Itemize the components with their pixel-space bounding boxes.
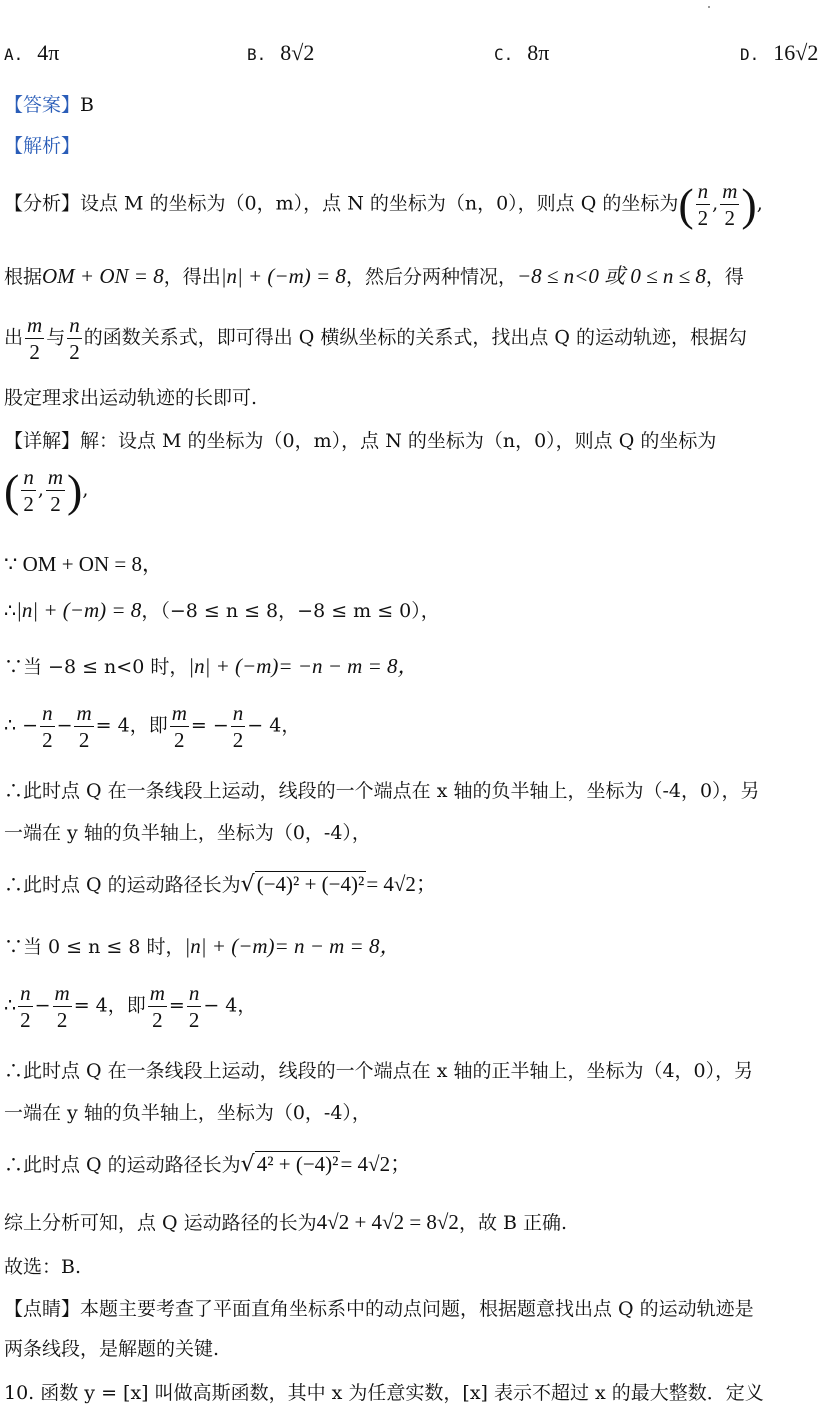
xiangjie-step-1: ∵ OM + ON = 8， [4, 552, 163, 576]
xiangjie-step-11: 一端在 y 轴的负半轴上，坐标为（0，-4）， [4, 1102, 371, 1124]
xiangjie-step-7: ∴此时点 Q 的运动路径长为√(−4)² + (−4)²= 4√2； [4, 872, 437, 897]
xiangjie-step-8: ∵当 0 ≤ n ≤ 8 时，|n| + (−m)= n − m = 8， [4, 934, 401, 958]
option-b: B. 8√2 [247, 40, 315, 65]
scan-speck [708, 6, 710, 8]
option-a: A. 4π [4, 40, 60, 65]
fenxi-line-1: 【分析】设点 M 的坐标为（0，m），点 N 的坐标为（n，0），则点 Q 的坐标为( $\frac{n}{2}$ , $\frac{m}{2}$ ), [4, 179, 763, 230]
xiangjie-line-1: 【详解】解：设点 M 的坐标为（0，m），点 N 的坐标为（n，0），则点 Q 的坐标为 [4, 430, 717, 452]
xiangjie-point-q: ( $\frac{n}{2}$ , $\frac{m}{2}$ ), [4, 465, 89, 516]
option-c: C. 8π [494, 40, 550, 65]
xiangjie-step-14: 故选：B. [4, 1256, 82, 1278]
analysis-tag: 【解析】 [4, 135, 81, 157]
option-d: D. 16√2 [740, 40, 819, 65]
dianjing-line-1: 【点睛】本题主要考查了平面直角坐标系中的动点问题，根据题意找出点 Q 的运动轨迹是 [4, 1298, 754, 1320]
fenxi-line-2: 根据OM + ON = 8，得出|n| + (−m) = 8，然后分两种情况，−8 ≤ n<0 或 0 ≤ n ≤ 8，得 [4, 264, 744, 288]
xiangjie-step-9: ∴ $\frac{n}{2}$ − $\frac{m}{2}$ = 4，即 $\frac{m}{2}$ = $\frac{n}{2}$ − 4， [4, 981, 257, 1032]
next-question: 10. 函数 y = [x] 叫做高斯函数，其中 x 为任意实数，[x] 表示不超过 x 的最大整数．定义 [4, 1382, 764, 1404]
xiangjie-step-12: ∴此时点 Q 的运动路径长为√4² + (−4)²= 4√2； [4, 1152, 412, 1177]
fenxi-line-4: 股定理求出运动轨迹的长即可. [4, 387, 258, 409]
xiangjie-step-3: ∵当 −8 ≤ n<0 时，|n| + (−m)= −n − m = 8， [4, 654, 419, 678]
xiangjie-step-5: ∴此时点 Q 在一条线段上运动，线段的一个端点在 x 轴的负半轴上，坐标为（-4，0），另 [4, 780, 760, 802]
xiangjie-step-6: 一端在 y 轴的负半轴上，坐标为（0，-4）， [4, 822, 371, 844]
fenxi-line-3: 出 $\frac{m}{2}$ 与 $\frac{n}{2}$ 的函数关系式，即可得出 Q 横纵坐标的关系式，找出点 Q 的运动轨迹，根据勾 [4, 313, 748, 364]
xiangjie-step-2: ∴|n| + (−m) = 8，（−8 ≤ n ≤ 8，−8 ≤ m ≤ 0）， [4, 598, 440, 622]
answer-line: 【答案】B [4, 94, 94, 116]
xiangjie-step-10: ∴此时点 Q 在一条线段上运动，线段的一个端点在 x 轴的正半轴上，坐标为（4，0），另 [4, 1060, 754, 1082]
dianjing-line-2: 两条线段，是解题的关键. [4, 1338, 220, 1360]
xiangjie-step-13: 综上分析可知，点 Q 运动路径的长为4√2 + 4√2 = 8√2，故 B 正确. [4, 1210, 568, 1234]
xiangjie-step-4: ∴ − $\frac{n}{2}$ − $\frac{m}{2}$ = 4，即 $\frac{m}{2}$ = − $\frac{n}{2}$ − 4， [4, 701, 301, 752]
